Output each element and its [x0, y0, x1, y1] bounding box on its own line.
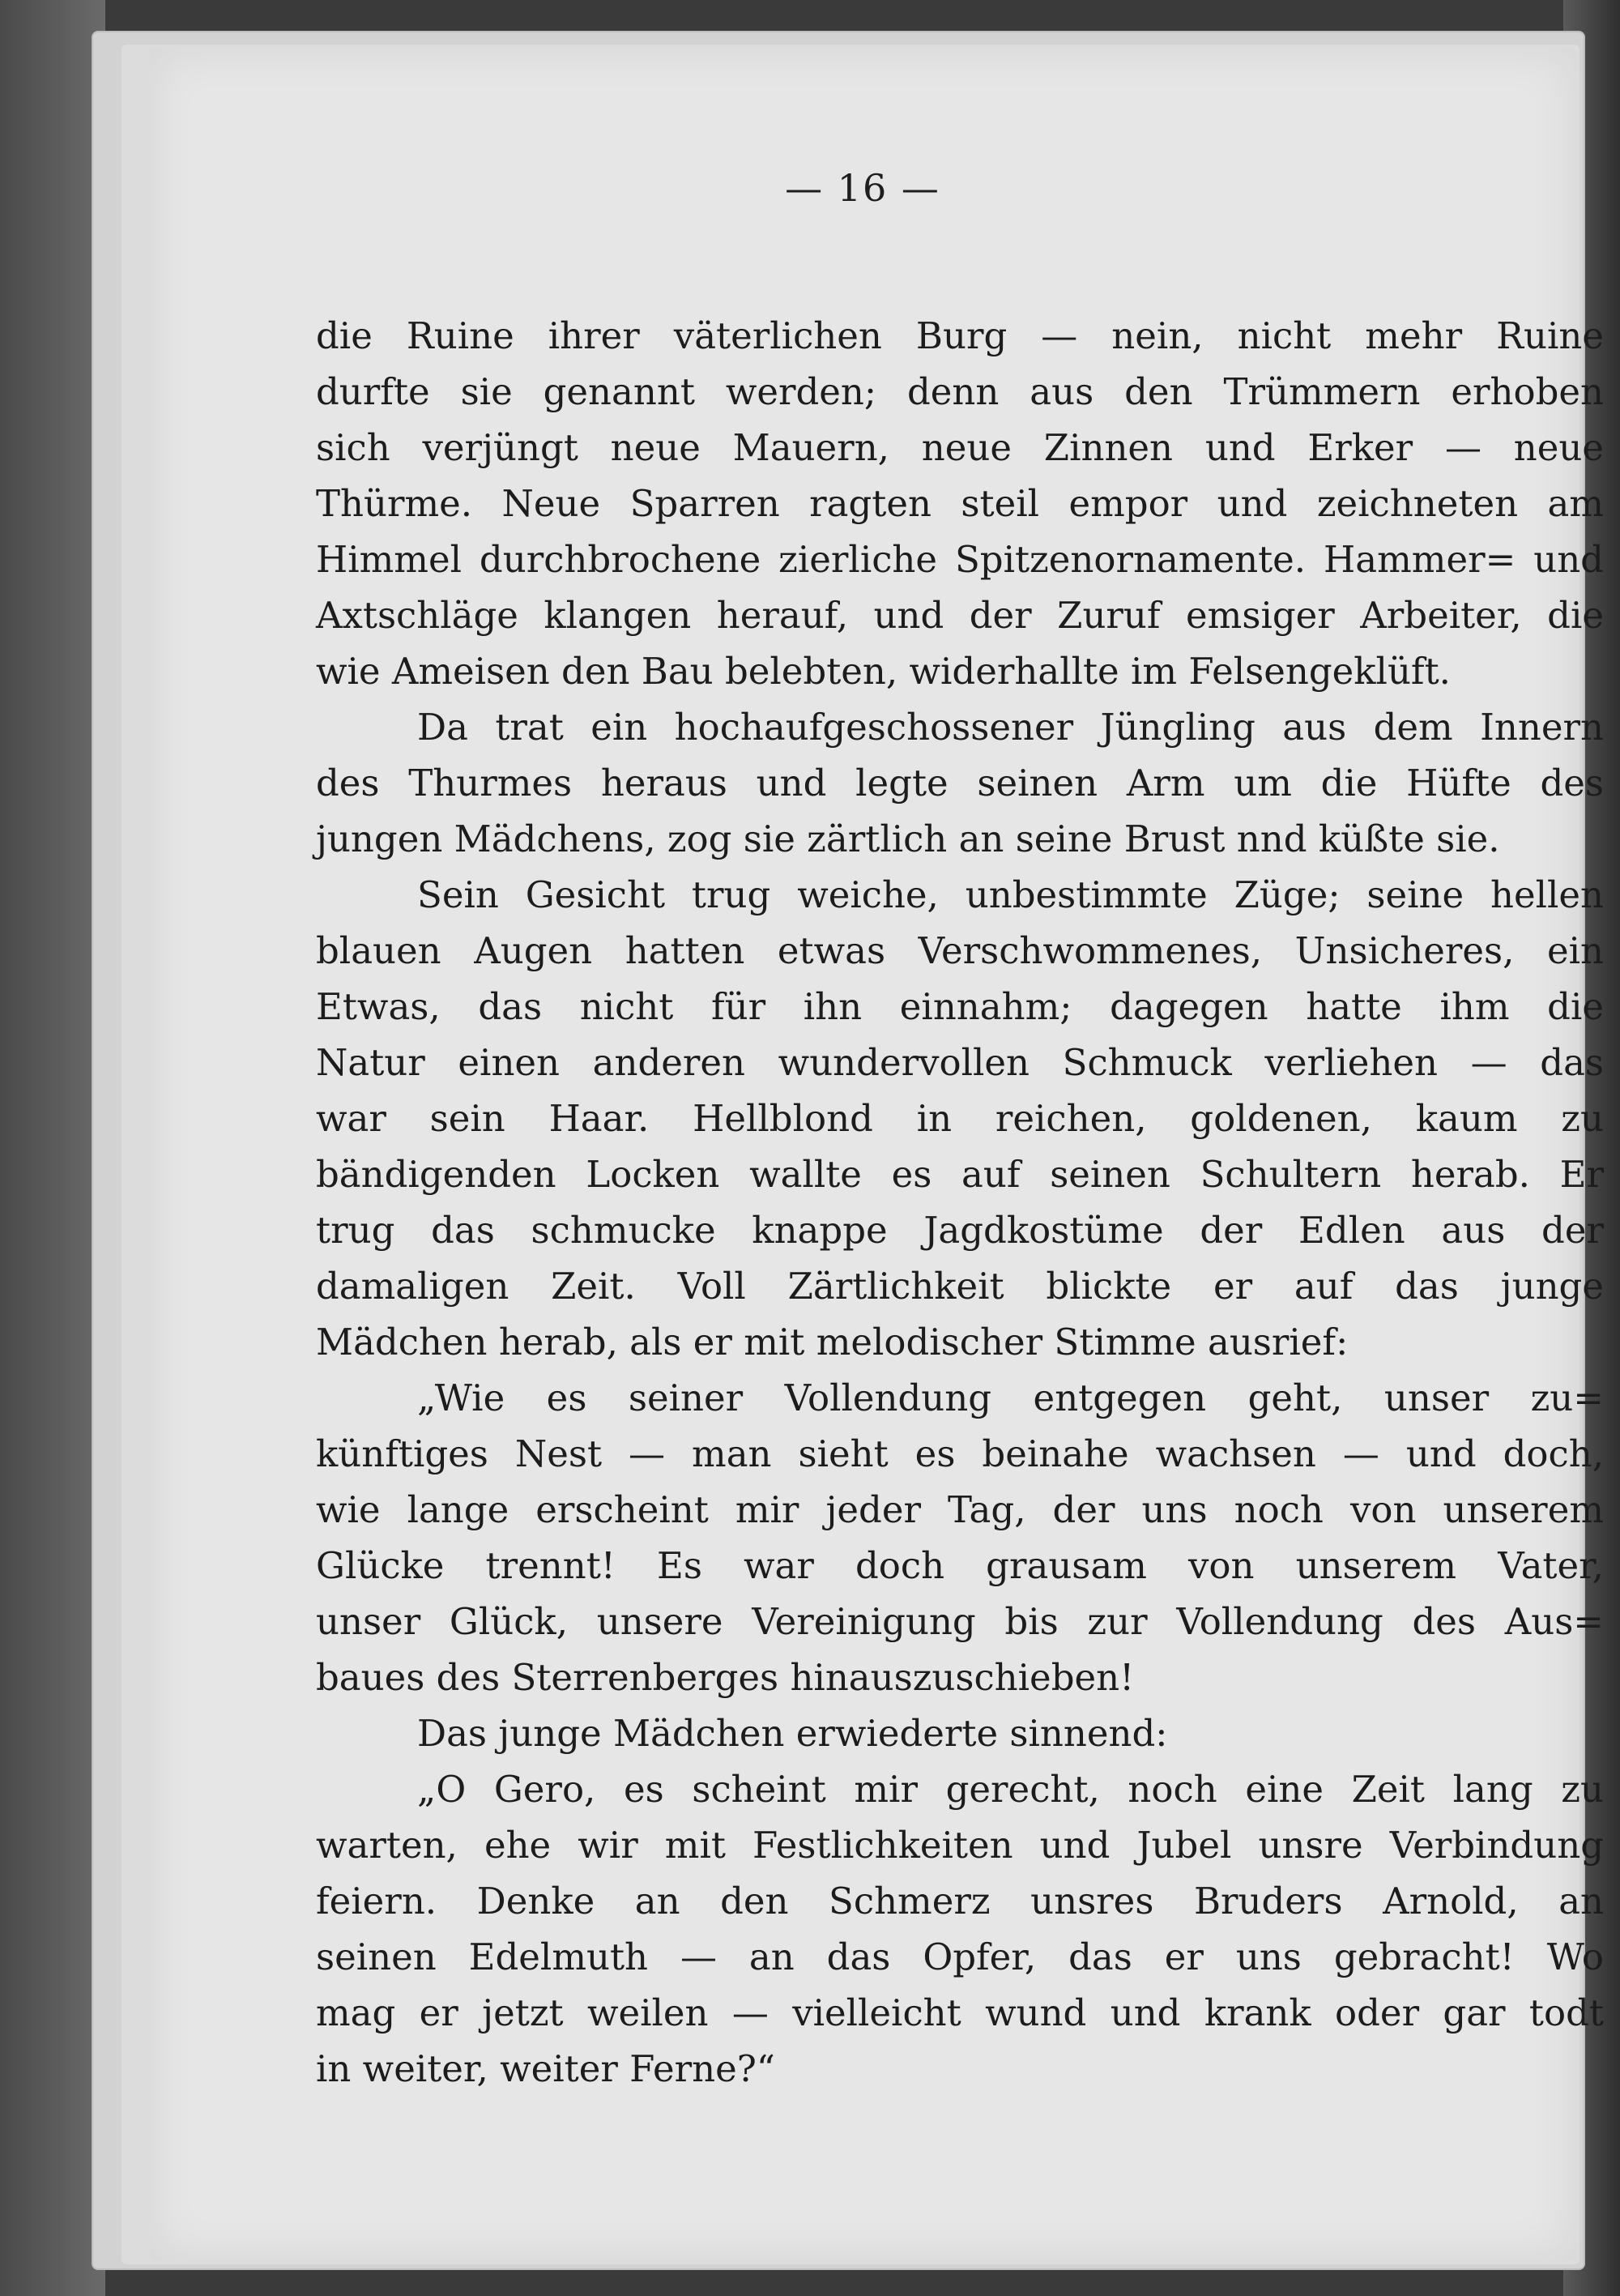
text-line: bändigenden Locken wallte es auf seinen Schultern herab. Er — [316, 1153, 1604, 1196]
text-line: trug das schmucke knappe Jagdkostüme der Edlen aus der — [316, 1209, 1604, 1252]
text-line: die Ruine ihrer väterlichen Burg — nein, nicht mehr Ruine — [316, 314, 1604, 357]
text-line: durfte sie genannt werden; denn aus den Trümmern erhoben — [316, 370, 1604, 413]
book-cover-left — [0, 0, 105, 2296]
text-line: wie Ameisen den Bau belebten, widerhallte im Felsengeklüft. — [316, 650, 1451, 693]
page-number: — 16 — — [785, 166, 940, 210]
text-line: in weiter, weiter Ferne?“ — [316, 2047, 775, 2090]
text-line: baues des Sterrenberges hinauszuschieben! — [316, 1656, 1135, 1699]
text-line: Himmel durchbrochene zierliche Spitzenornamente. Hammer= und — [316, 538, 1604, 581]
book-page — [150, 49, 1604, 2260]
text-line: sich verjüngt neue Mauern, neue Zinnen und Erker — neue — [316, 426, 1604, 469]
text-line: jungen Mädchens, zog sie zärtlich an seine Brust nnd küßte sie. — [316, 817, 1500, 860]
text-line: warten, ehe wir mit Festlichkeiten und Jubel unsre Verbindung — [316, 1824, 1604, 1867]
text-line: Da trat ein hochaufgeschossener Jüngling aus dem Innern — [417, 706, 1604, 749]
text-line: künftiges Nest — man sieht es beinahe wachsen — und doch, — [316, 1432, 1604, 1475]
text-line: Etwas, das nicht für ihn einnahm; dagegen hatte ihm die — [316, 985, 1604, 1028]
text-line: Thürme. Neue Sparren ragten steil empor und zeichneten am — [316, 482, 1604, 525]
text-line: Natur einen anderen wundervollen Schmuck verliehen — das — [316, 1041, 1604, 1084]
text-line: war sein Haar. Hellblond in reichen, goldenen, kaum zu — [316, 1097, 1604, 1140]
text-line: wie lange erscheint mir jeder Tag, der uns noch von unserem — [316, 1488, 1604, 1531]
text-line: „Wie es seiner Vollendung entgegen geht, unser zu= — [417, 1376, 1604, 1419]
text-line: seinen Edelmuth — an das Opfer, das er uns gebracht! Wo — [316, 1935, 1604, 1978]
text-line: damaligen Zeit. Voll Zärtlichkeit blickte er auf das junge — [316, 1265, 1604, 1308]
text-line: des Thurmes heraus und legte seinen Arm um die Hüfte des — [316, 762, 1604, 804]
text-line: „O Gero, es scheint mir gerecht, noch eine Zeit lang zu — [417, 1768, 1604, 1811]
text-line: mag er jetzt weilen — vielleicht wund und krank oder gar todt — [316, 1991, 1604, 2034]
text-line: feiern. Denke an den Schmerz unsres Bruders Arnold, an — [316, 1880, 1604, 1923]
text-line: Mädchen herab, als er mit melodischer Stimme ausrief: — [316, 1321, 1349, 1364]
page-body-text — [316, 308, 1604, 2097]
text-line: Das junge Mädchen erwiederte sinnend: — [417, 1712, 1168, 1755]
text-line: Axtschläge klangen herauf, und der Zuruf emsiger Arbeiter, die — [316, 594, 1604, 637]
text-line: Sein Gesicht trug weiche, unbestimmte Züge; seine hellen — [417, 873, 1604, 916]
text-line: Glücke trennt! Es war doch grausam von unserem Vater, — [316, 1544, 1604, 1587]
text-line: blauen Augen hatten etwas Verschwommenes, Unsicheres, ein — [316, 929, 1604, 972]
text-line: unser Glück, unsere Vereinigung bis zur Vollendung des Aus= — [316, 1600, 1604, 1643]
